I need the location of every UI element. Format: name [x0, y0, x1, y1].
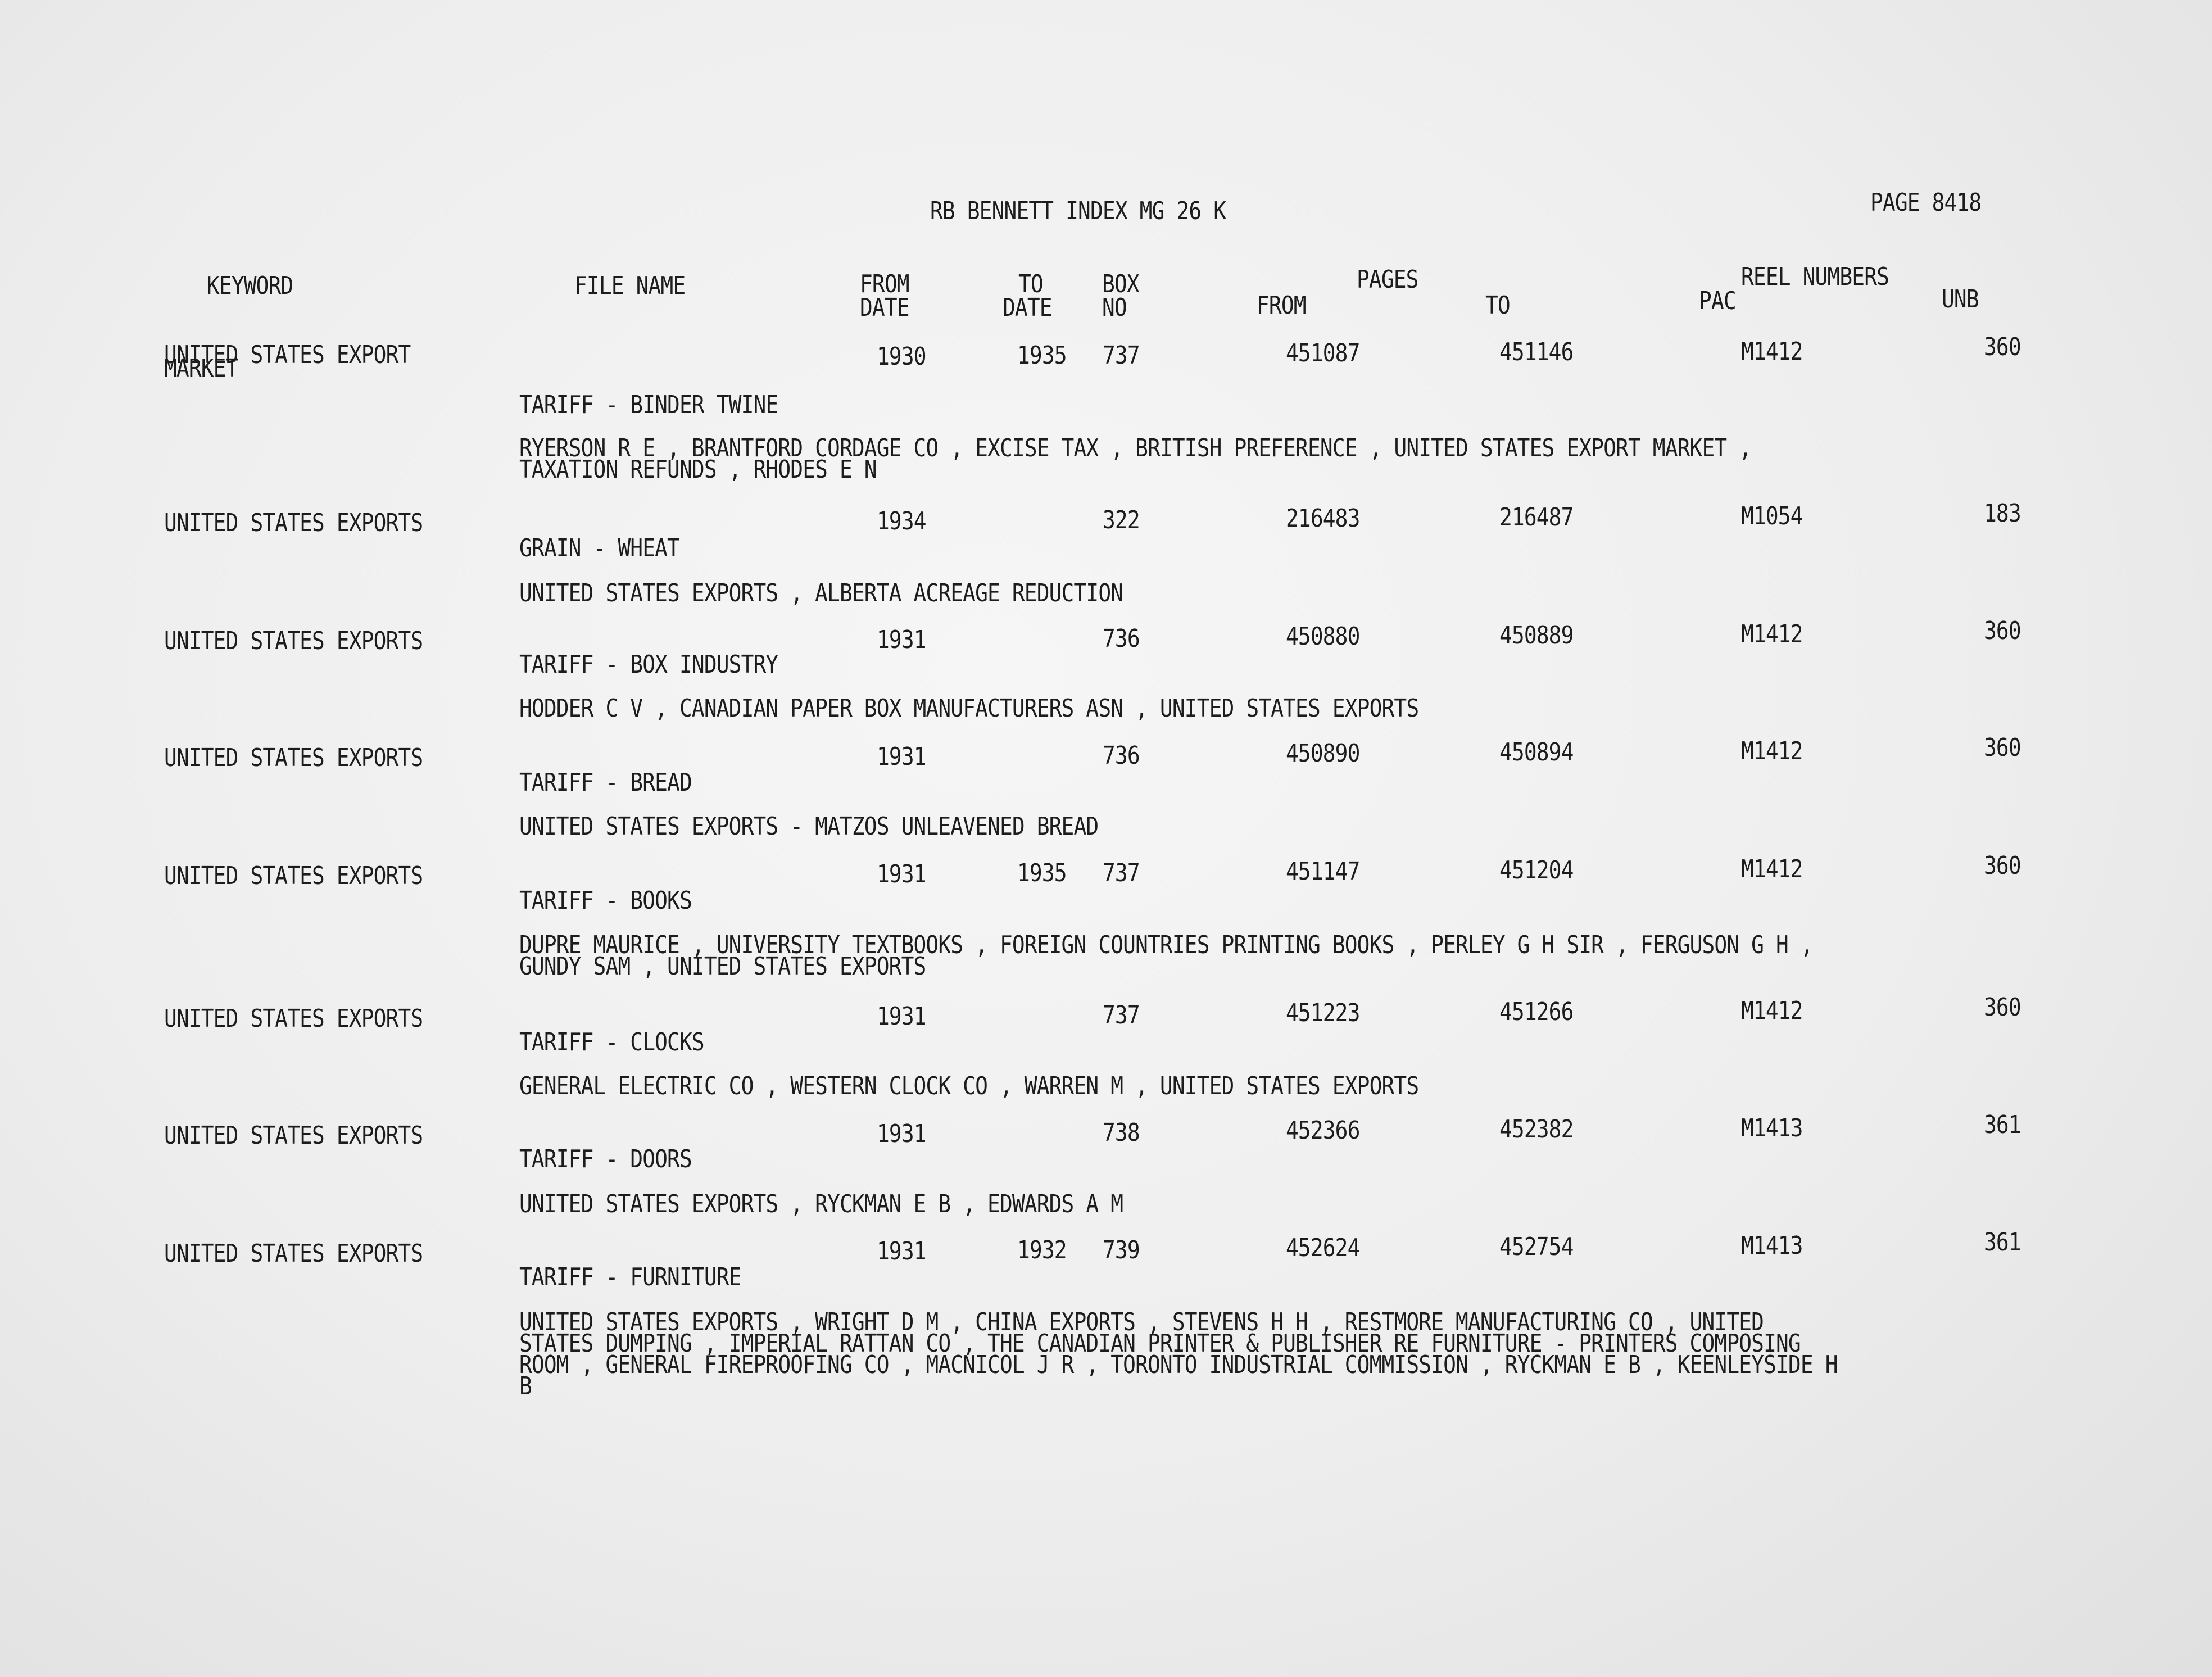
entry-box-no: 737: [1103, 1001, 1140, 1030]
entry-subjects: UNITED STATES EXPORTS , WRIGHT D M , CHINA EXPORTS , STEVENS H H , RESTMORE MANUFACTURING CO , UNITED STATES DUMPING , IMPERIAL RATTAN CO , THE CANADIAN PRINTER & PUBLISHER RE FURNITURE - PRINTERS COMPOSING ROOM , GENERAL FIREPROOFING CO , MACNICOL J R , TORONTO INDUSTRIAL COMMISSION , RYCKMAN E B , KEENLEYSIDE H B: [519, 1308, 1838, 1400]
entry-file-name: TARIFF - BREAD: [519, 768, 692, 797]
entry-unb-reel: 360: [1984, 617, 2021, 645]
entry-subjects: RYERSON R E , BRANTFORD CORDAGE CO , EXCISE TAX , BRITISH PREFERENCE , UNITED STATES EXPORT MARKET , TAXATION REFUNDS , RHODES E N: [519, 434, 1752, 484]
entry-file-name: TARIFF - BINDER TWINE: [519, 391, 778, 419]
entry-keyword: UNITED STATES EXPORTS: [164, 627, 423, 655]
entry-keyword: UNITED STATES EXPORTS: [164, 1121, 423, 1150]
col-pages-to: TO: [1485, 291, 1510, 320]
entry-page-to: 216487: [1499, 503, 1574, 532]
entry-unb-reel: 361: [1984, 1111, 2021, 1139]
col-box-line2: NO: [1102, 293, 1127, 322]
entry-page-from: 452366: [1286, 1116, 1360, 1145]
entry-box-no: 739: [1103, 1236, 1140, 1264]
col-pac: PAC: [1699, 287, 1736, 315]
entry-to-date: 1935: [1017, 341, 1067, 370]
entry-unb-reel: 360: [1984, 733, 2021, 762]
entry-from-date: 1931: [877, 860, 926, 889]
entry-box-no: 736: [1103, 624, 1140, 653]
col-from-date-line1: FROM: [860, 270, 909, 298]
entry-from-date: 1931: [877, 626, 926, 654]
col-unb: UNB: [1942, 285, 1979, 314]
entry-file-name: TARIFF - BOX INDUSTRY: [519, 650, 778, 679]
entry-file-name: TARIFF - FURNITURE: [519, 1263, 741, 1291]
entry-page-to: 452754: [1499, 1232, 1574, 1261]
entry-unb-reel: 183: [1984, 499, 2021, 528]
col-reel-numbers: REEL NUMBERS: [1741, 262, 1889, 291]
col-file-name: FILE NAME: [574, 271, 686, 300]
entry-page-to: 452382: [1499, 1115, 1574, 1144]
entry-pac-reel: M1412: [1741, 996, 1803, 1025]
entry-page-to: 451204: [1499, 856, 1574, 885]
entry-from-date: 1934: [877, 507, 926, 536]
entry-file-name: TARIFF - CLOCKS: [519, 1028, 704, 1057]
entry-page-to: 450889: [1499, 621, 1574, 650]
entry-page-from: 450890: [1286, 739, 1360, 768]
entry-unb-reel: 360: [1984, 851, 2021, 880]
entry-unb-reel: 361: [1984, 1228, 2021, 1257]
entry-page-from: 451087: [1286, 339, 1360, 368]
page-title: RB BENNETT INDEX MG 26 K: [930, 197, 1226, 225]
entry-box-no: 322: [1103, 506, 1140, 534]
entry-subjects: UNITED STATES EXPORTS , RYCKMAN E B , EDWARDS A M: [519, 1190, 1123, 1218]
entry-file-name: TARIFF - BOOKS: [519, 886, 692, 915]
entry-page-to: 451266: [1499, 998, 1574, 1026]
entry-pac-reel: M1412: [1741, 337, 1803, 366]
entry-box-no: 736: [1103, 741, 1140, 770]
entry-pac-reel: M1412: [1741, 737, 1803, 765]
col-pages: PAGES: [1357, 265, 1418, 294]
entry-from-date: 1931: [877, 1002, 926, 1031]
entry-file-name: GRAIN - WHEAT: [519, 534, 679, 563]
entry-page-from: 451147: [1286, 857, 1360, 886]
entry-unb-reel: 360: [1984, 333, 2021, 361]
col-to-date-line1: TO: [1018, 270, 1043, 298]
col-to-date-line2: DATE: [1003, 293, 1052, 322]
entry-keyword: UNITED STATES EXPORT MARKET: [164, 341, 411, 383]
entry-from-date: 1931: [877, 1237, 926, 1266]
entry-page-from: 450880: [1286, 622, 1360, 651]
entry-pac-reel: M1054: [1741, 502, 1803, 531]
entry-page-to: 451146: [1499, 338, 1574, 366]
entry-keyword: UNITED STATES EXPORTS: [164, 509, 423, 537]
entry-pac-reel: M1413: [1741, 1114, 1803, 1143]
entry-page-from: 216483: [1286, 504, 1360, 533]
col-box-line1: BOX: [1102, 270, 1139, 298]
entry-box-no: 737: [1103, 859, 1140, 887]
entry-pac-reel: M1412: [1741, 620, 1803, 649]
entry-box-no: 738: [1103, 1118, 1140, 1147]
entry-to-date: 1932: [1017, 1236, 1067, 1264]
entry-to-date: 1935: [1017, 859, 1067, 887]
page-number: PAGE 8418: [1870, 188, 1982, 217]
entry-keyword: UNITED STATES EXPORTS: [164, 1004, 423, 1033]
entry-subjects: UNITED STATES EXPORTS - MATZOS UNLEAVENED BREAD: [519, 812, 1099, 841]
entry-from-date: 1931: [877, 1119, 926, 1148]
entry-page-from: 452624: [1286, 1234, 1360, 1262]
entry-page-to: 450894: [1499, 738, 1574, 767]
entry-keyword: UNITED STATES EXPORTS: [164, 1239, 423, 1268]
col-keyword: KEYWORD: [207, 271, 293, 300]
entry-subjects: UNITED STATES EXPORTS , ALBERTA ACREAGE REDUCTION: [519, 579, 1123, 608]
entry-page-from: 451223: [1286, 999, 1360, 1027]
entry-pac-reel: M1412: [1741, 855, 1803, 883]
entry-from-date: 1931: [877, 742, 926, 771]
entry-unb-reel: 360: [1984, 993, 2021, 1022]
entry-keyword: UNITED STATES EXPORTS: [164, 744, 423, 772]
entry-from-date: 1930: [877, 342, 926, 371]
entry-box-no: 737: [1103, 341, 1140, 370]
entry-subjects: HODDER C V , CANADIAN PAPER BOX MANUFACTURERS ASN , UNITED STATES EXPORTS: [519, 694, 1419, 723]
col-pages-from: FROM: [1257, 291, 1306, 320]
entry-pac-reel: M1413: [1741, 1231, 1803, 1260]
entry-keyword: UNITED STATES EXPORTS: [164, 862, 423, 890]
entry-subjects: GENERAL ELECTRIC CO , WESTERN CLOCK CO , WARREN M , UNITED STATES EXPORTS: [519, 1072, 1419, 1100]
col-from-date-line2: DATE: [860, 293, 909, 322]
entry-subjects: DUPRE MAURICE , UNIVERSITY TEXTBOOKS , FOREIGN COUNTRIES PRINTING BOOKS , PERLEY G H SIR , FERGUSON G H , GUNDY SAM , UNITED STATES EXPORTS: [519, 931, 1813, 981]
entry-file-name: TARIFF - DOORS: [519, 1145, 692, 1173]
